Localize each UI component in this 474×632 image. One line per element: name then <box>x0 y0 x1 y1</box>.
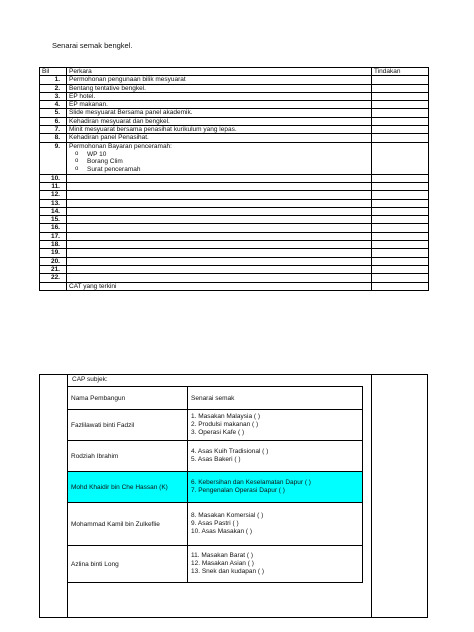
row-item <box>67 76 372 84</box>
row-tindakan <box>372 257 429 265</box>
row-number: 8. <box>40 134 67 142</box>
row-tindakan <box>372 265 429 273</box>
subject-item: 3. Operasi Kafe ( ) <box>191 429 245 436</box>
row-number: 9. <box>40 142 67 174</box>
header-nama-pembangun: Nama Pembangun <box>68 387 188 410</box>
row-number: 18. <box>40 241 67 249</box>
row-number: 20. <box>40 257 67 265</box>
row-item <box>67 191 372 199</box>
subject-item: 12. Masakan Asian ( ) <box>191 560 254 567</box>
subject-item: 10. Asas Masakan ( ) <box>191 528 253 535</box>
row-number: 1. <box>40 76 67 84</box>
checklist-row <box>40 216 429 224</box>
subject-item: 7. Pengenalan Operasi Dapur ( ) <box>191 487 285 494</box>
checklist-row <box>40 101 429 109</box>
row-item <box>67 241 372 249</box>
sub-list <box>69 151 369 174</box>
row-tindakan <box>372 117 429 125</box>
row-number: 21. <box>40 265 67 273</box>
row-item <box>67 84 372 92</box>
row-item <box>67 174 372 182</box>
header-perkara: Perkara <box>67 68 372 76</box>
checklist-row <box>40 282 429 290</box>
row-number: 22. <box>40 274 67 282</box>
row-item <box>67 207 372 215</box>
row-item <box>67 249 372 257</box>
row-number: 15. <box>40 216 67 224</box>
row-item-text: Minit mesyuarat bersama penasihat kurikulum yang lepas. <box>69 126 237 134</box>
row-number: 19. <box>40 249 67 257</box>
checklist-header-row <box>40 68 429 76</box>
checklist-row <box>40 142 429 174</box>
row-tindakan <box>372 274 429 282</box>
header-bil: Bil <box>40 68 67 76</box>
subject-list <box>188 441 363 472</box>
row-tindakan <box>372 182 429 190</box>
row-item-text: Kehadiran mesyuarat dan bengkel. <box>69 117 170 125</box>
checklist-row <box>40 257 429 265</box>
page-title: Senarai semak bengkel. <box>52 41 133 50</box>
row-tindakan <box>372 216 429 224</box>
row-number: 14. <box>40 207 67 215</box>
row-item <box>67 274 372 282</box>
row-item <box>67 134 372 142</box>
row-item <box>67 282 372 290</box>
row-item-text: CAT yang terkini <box>69 282 117 290</box>
cap-row <box>68 472 363 503</box>
checklist-row <box>40 126 429 134</box>
row-number: 17. <box>40 232 67 240</box>
header-senarai-semak: Senarai semak <box>188 387 363 410</box>
checklist-row <box>40 207 429 215</box>
subject-list <box>188 410 363 441</box>
developer-name: Mohammad Kamil bin Zulkeflie <box>68 503 188 546</box>
row-tindakan <box>372 232 429 240</box>
subject-item: 5. Asas Bakeri ( ) <box>191 456 241 463</box>
row-item <box>67 232 372 240</box>
checklist-row <box>40 224 429 232</box>
row-item-text: Kehadiran panel Penasihat. <box>69 134 149 142</box>
row-number: 4. <box>40 101 67 109</box>
header-tindakan: Tindakan <box>372 68 429 76</box>
row-number: 11. <box>40 182 67 190</box>
row-tindakan <box>372 92 429 100</box>
row-tindakan <box>372 142 429 174</box>
sub-list-item: o Borang Clim <box>87 158 369 166</box>
checklist-row <box>40 76 429 84</box>
developer-name: Rodziah Ibrahim <box>68 441 188 472</box>
row-tindakan <box>372 109 429 117</box>
checklist-row <box>40 174 429 182</box>
sub-list-item: o Surat penceramah <box>87 166 369 174</box>
subject-item: 11. Masakan Barat ( ) <box>191 552 254 559</box>
row-item <box>67 257 372 265</box>
row-item <box>67 142 372 174</box>
checklist-row <box>40 199 429 207</box>
subject-list <box>188 472 363 503</box>
cap-divider-right <box>371 375 372 617</box>
developer-name: Azlina binti Long <box>68 546 188 583</box>
row-item <box>67 92 372 100</box>
row-item <box>67 182 372 190</box>
checklist-row <box>40 274 429 282</box>
row-item-text: EP hotel. <box>69 92 96 100</box>
row-tindakan <box>372 199 429 207</box>
checklist-row <box>40 182 429 190</box>
row-item <box>67 117 372 125</box>
row-number: 6. <box>40 117 67 125</box>
row-number: 2. <box>40 84 67 92</box>
developer-name: Mohd Khaidir bin Che Hassan (K) <box>68 472 188 503</box>
row-tindakan <box>372 249 429 257</box>
checklist-row <box>40 92 429 100</box>
row-tindakan <box>372 76 429 84</box>
checklist-row <box>40 109 429 117</box>
row-item <box>67 126 372 134</box>
cap-row <box>68 410 363 441</box>
row-item <box>67 199 372 207</box>
subject-item: 1. Masakan Malaysia ( ) <box>191 413 260 420</box>
checklist-table <box>39 67 429 291</box>
row-tindakan <box>372 207 429 215</box>
row-item <box>67 216 372 224</box>
row-item-text: Bentang tentative bengkel. <box>69 84 146 92</box>
cap-row <box>68 546 363 583</box>
checklist-row <box>40 232 429 240</box>
row-item-text: Permohonan pengunaan bilik mesyuarat <box>69 76 186 84</box>
checklist-row <box>40 249 429 257</box>
row-item-text: EP makanan. <box>69 101 108 109</box>
row-tindakan <box>372 224 429 232</box>
cap-row <box>68 441 363 472</box>
subject-list <box>188 503 363 546</box>
row-tindakan <box>372 101 429 109</box>
row-tindakan <box>372 191 429 199</box>
row-item <box>67 224 372 232</box>
developer-name: Fazlilawati binti Fadzil <box>68 410 188 441</box>
row-number: 12. <box>40 191 67 199</box>
row-number: 16. <box>40 224 67 232</box>
checklist-row <box>40 191 429 199</box>
row-number: 10. <box>40 174 67 182</box>
row-item <box>67 265 372 273</box>
row-item <box>67 101 372 109</box>
cap-header-row <box>68 387 363 410</box>
row-item-text: Slide mesyuarat Bersama panel akademik. <box>69 109 193 117</box>
subject-item: 4. Asas Kuih Tradisional ( ) <box>191 448 269 455</box>
row-number <box>40 282 67 290</box>
row-tindakan <box>372 241 429 249</box>
row-tindakan <box>372 282 429 290</box>
subject-item: 8. Masakan Komersial ( ) <box>191 512 264 519</box>
row-tindakan <box>372 134 429 142</box>
subject-item: 13. Snek dan kudapan ( ) <box>191 568 264 575</box>
cap-label: CAP subjek: <box>72 376 108 383</box>
row-number: 3. <box>40 92 67 100</box>
sub-list-item: o WP 10 <box>87 151 369 159</box>
checklist-row <box>40 117 429 125</box>
row-item-text: Permohonan Bayaran penceramah: <box>69 142 172 150</box>
subject-item: 2. Produlsi makanan ( ) <box>191 421 259 428</box>
checklist-row <box>40 265 429 273</box>
row-tindakan <box>372 84 429 92</box>
subject-item: 6. Kebersihan dan Keselamatan Dapur ( ) <box>191 479 311 486</box>
row-tindakan <box>372 174 429 182</box>
cap-row <box>68 503 363 546</box>
row-item <box>67 109 372 117</box>
subject-list <box>188 546 363 583</box>
row-number: 13. <box>40 199 67 207</box>
checklist-row <box>40 134 429 142</box>
checklist-row <box>40 241 429 249</box>
checklist-row <box>40 84 429 92</box>
row-number: 5. <box>40 109 67 117</box>
row-tindakan <box>372 126 429 134</box>
cap-table <box>67 386 363 583</box>
row-number: 7. <box>40 126 67 134</box>
subject-item: 9. Asas Pastri ( ) <box>191 520 239 527</box>
